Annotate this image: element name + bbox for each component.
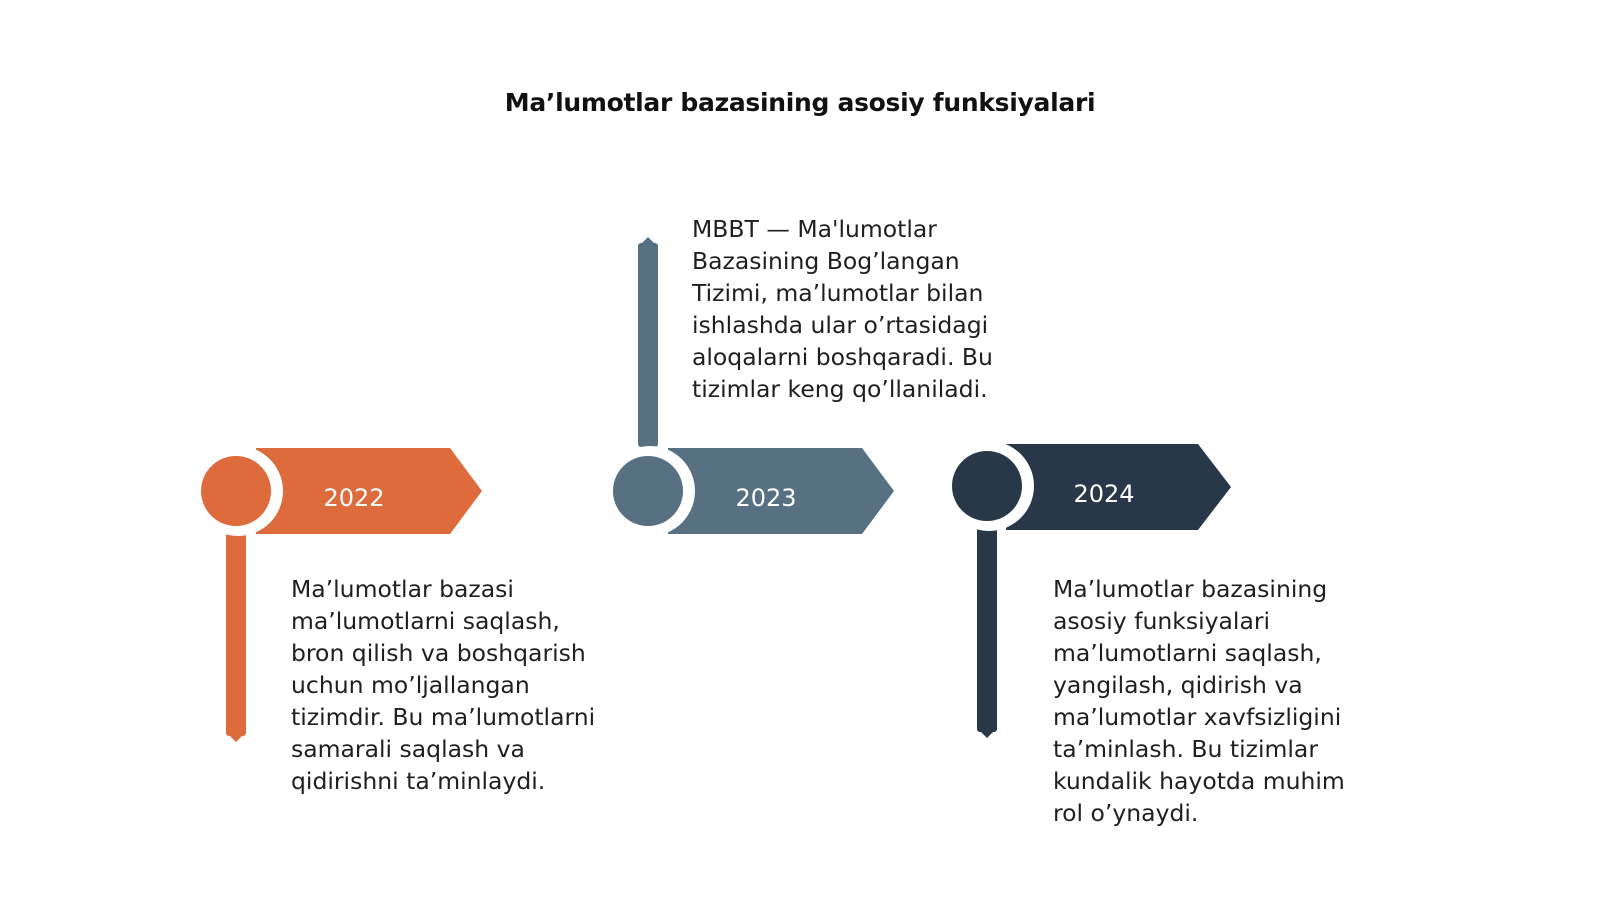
year-label-2023: 2023 bbox=[735, 484, 797, 512]
connector-line-tip-2023 bbox=[638, 237, 658, 247]
connector-line-2022 bbox=[226, 528, 246, 736]
milestone-circle-2023 bbox=[613, 456, 683, 526]
milestone-description-2024: Ma’lumotlar bazasining asosiy funksiyalari ma’lumotlarni saqlash, yangilash, qidirish va ma’lumotlar xavfsizligini ta’minlash. Bu tizimlar kundalik hayotda muhim rol o’ynaydi. bbox=[1053, 575, 1345, 827]
milestone-circle-2024 bbox=[952, 451, 1022, 521]
connector-line-2024 bbox=[977, 524, 997, 732]
connector-line-2023 bbox=[638, 243, 658, 447]
page-title: Ma’lumotlar bazasining asosiy funksiyalari bbox=[504, 88, 1096, 117]
milestone-description-2022: Ma’lumotlar bazasi ma’lumotlarni saqlash, bron qilish va boshqarish uchun mo’ljallangan tizimdir. Bu ma’lumotlarni samarali saqlash va qidirishni ta’minlaydi. bbox=[291, 575, 596, 795]
year-label-2022: 2022 bbox=[323, 484, 385, 512]
year-label-2024: 2024 bbox=[1073, 480, 1135, 508]
milestone-description-2023: MBBT — Ma'lumotlar Bazasining Bog’langan Tizimi, ma’lumotlar bilan ishlashda ular o’rtasidagi aloqalarni boshqaradi. Bu tizimlar keng qo’llaniladi. bbox=[692, 215, 993, 403]
connector-line-tip-2022 bbox=[226, 732, 246, 742]
milestone-circle-2022 bbox=[201, 456, 271, 526]
connector-line-tip-2024 bbox=[977, 728, 997, 738]
